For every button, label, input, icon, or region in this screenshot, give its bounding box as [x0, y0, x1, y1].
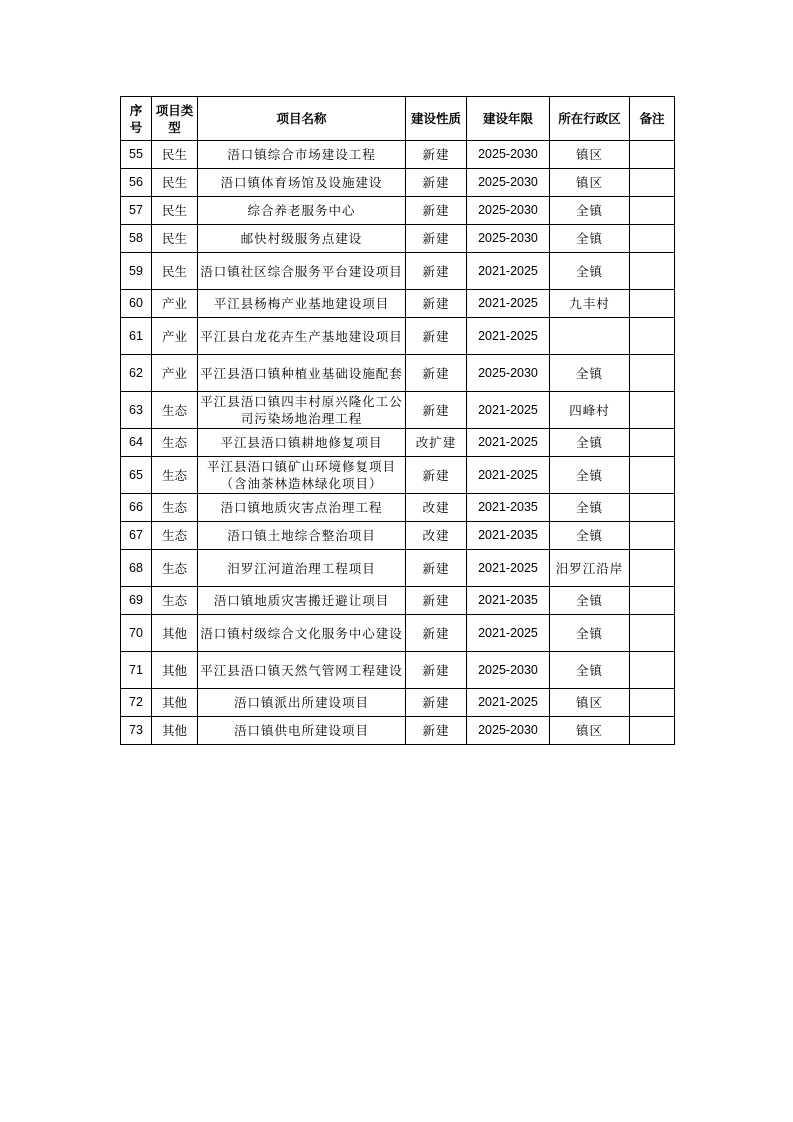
project-name-cell: 平江县浯口镇天然气管网工程建设	[198, 652, 406, 689]
remarks-cell	[630, 615, 675, 652]
admin-area-cell	[550, 318, 630, 355]
construction-years-cell: 2021-2025	[467, 253, 550, 290]
header-name: 项目名称	[198, 97, 406, 141]
project-type-cell: 民生	[152, 141, 198, 169]
construction-years-cell: 2021-2025	[467, 457, 550, 494]
header-row	[121, 97, 675, 141]
table-row	[121, 392, 675, 429]
admin-area-cell: 全镇	[550, 429, 630, 457]
remarks-cell	[630, 429, 675, 457]
construction-years-cell: 2025-2030	[467, 225, 550, 253]
table-row	[121, 253, 675, 290]
construction-nature-cell: 新建	[406, 587, 467, 615]
construction-years-cell: 2025-2030	[467, 717, 550, 745]
project-type-cell: 民生	[152, 169, 198, 197]
project-name-cell: 浯口镇供电所建设项目	[198, 717, 406, 745]
project-name-cell: 浯口镇土地综合整治项目	[198, 522, 406, 550]
admin-area-cell: 全镇	[550, 615, 630, 652]
project-table	[120, 96, 675, 745]
project-name-cell: 平江县浯口镇耕地修复项目	[198, 429, 406, 457]
admin-area-cell: 全镇	[550, 494, 630, 522]
row-number-cell: 66	[121, 494, 152, 522]
construction-years-cell: 2021-2025	[467, 689, 550, 717]
header-nature: 建设性质	[406, 97, 467, 141]
row-number-cell: 55	[121, 141, 152, 169]
project-type-cell: 生态	[152, 587, 198, 615]
table-row	[121, 318, 675, 355]
construction-nature-cell: 改扩建	[406, 429, 467, 457]
project-name-cell: 浯口镇综合市场建设工程	[198, 141, 406, 169]
construction-years-cell: 2021-2035	[467, 494, 550, 522]
header-note: 备注	[630, 97, 675, 141]
table-row	[121, 522, 675, 550]
admin-area-cell: 镇区	[550, 717, 630, 745]
row-number-cell: 67	[121, 522, 152, 550]
admin-area-cell: 镇区	[550, 141, 630, 169]
project-name-cell: 平江县白龙花卉生产基地建设项目	[198, 318, 406, 355]
project-name-cell: 平江县浯口镇四丰村原兴隆化工公司污染场地治理工程	[198, 392, 406, 429]
construction-years-cell: 2021-2035	[467, 522, 550, 550]
table-row	[121, 494, 675, 522]
project-type-cell: 生态	[152, 522, 198, 550]
table-row	[121, 290, 675, 318]
project-type-cell: 其他	[152, 615, 198, 652]
project-name-cell: 浯口镇派出所建设项目	[198, 689, 406, 717]
project-type-cell: 生态	[152, 457, 198, 494]
remarks-cell	[630, 689, 675, 717]
remarks-cell	[630, 141, 675, 169]
construction-nature-cell: 新建	[406, 253, 467, 290]
remarks-cell	[630, 225, 675, 253]
row-number-cell: 64	[121, 429, 152, 457]
row-number-cell: 60	[121, 290, 152, 318]
construction-years-cell: 2025-2030	[467, 652, 550, 689]
project-name-cell: 汨罗江河道治理工程项目	[198, 550, 406, 587]
table-body	[121, 141, 675, 745]
construction-nature-cell: 新建	[406, 717, 467, 745]
construction-nature-cell: 新建	[406, 550, 467, 587]
admin-area-cell: 全镇	[550, 522, 630, 550]
construction-years-cell: 2025-2030	[467, 169, 550, 197]
row-number-cell: 58	[121, 225, 152, 253]
row-number-cell: 62	[121, 355, 152, 392]
construction-years-cell: 2021-2025	[467, 290, 550, 318]
project-name-cell: 浯口镇地质灾害点治理工程	[198, 494, 406, 522]
remarks-cell	[630, 550, 675, 587]
table-row	[121, 652, 675, 689]
construction-nature-cell: 新建	[406, 615, 467, 652]
construction-years-cell: 2021-2025	[467, 615, 550, 652]
table-row	[121, 169, 675, 197]
construction-nature-cell: 新建	[406, 689, 467, 717]
table-header	[121, 97, 675, 141]
admin-area-cell: 全镇	[550, 587, 630, 615]
construction-nature-cell: 新建	[406, 392, 467, 429]
row-number-cell: 56	[121, 169, 152, 197]
project-type-cell: 产业	[152, 318, 198, 355]
row-number-cell: 65	[121, 457, 152, 494]
admin-area-cell: 全镇	[550, 225, 630, 253]
construction-nature-cell: 新建	[406, 457, 467, 494]
admin-area-cell: 全镇	[550, 652, 630, 689]
admin-area-cell: 全镇	[550, 253, 630, 290]
project-name-cell: 综合养老服务中心	[198, 197, 406, 225]
construction-years-cell: 2025-2030	[467, 197, 550, 225]
construction-years-cell: 2021-2025	[467, 429, 550, 457]
admin-area-cell: 全镇	[550, 457, 630, 494]
project-type-cell: 其他	[152, 652, 198, 689]
row-number-cell: 61	[121, 318, 152, 355]
construction-years-cell: 2021-2035	[467, 587, 550, 615]
row-number-cell: 68	[121, 550, 152, 587]
project-name-cell: 平江县杨梅产业基地建设项目	[198, 290, 406, 318]
construction-nature-cell: 新建	[406, 141, 467, 169]
remarks-cell	[630, 522, 675, 550]
admin-area-cell: 汨罗江沿岸	[550, 550, 630, 587]
admin-area-cell: 九丰村	[550, 290, 630, 318]
row-number-cell: 71	[121, 652, 152, 689]
project-type-cell: 生态	[152, 494, 198, 522]
project-type-cell: 生态	[152, 429, 198, 457]
row-number-cell: 72	[121, 689, 152, 717]
header-type: 项目类型	[152, 97, 198, 141]
construction-nature-cell: 新建	[406, 652, 467, 689]
remarks-cell	[630, 197, 675, 225]
header-years: 建设年限	[467, 97, 550, 141]
construction-years-cell: 2021-2025	[467, 318, 550, 355]
table-row	[121, 225, 675, 253]
remarks-cell	[630, 253, 675, 290]
project-type-cell: 产业	[152, 290, 198, 318]
project-type-cell: 民生	[152, 197, 198, 225]
row-number-cell: 63	[121, 392, 152, 429]
table-row	[121, 429, 675, 457]
construction-years-cell: 2021-2025	[467, 392, 550, 429]
admin-area-cell: 全镇	[550, 197, 630, 225]
row-number-cell: 69	[121, 587, 152, 615]
project-type-cell: 其他	[152, 717, 198, 745]
project-name-cell: 浯口镇地质灾害搬迁避让项目	[198, 587, 406, 615]
project-type-cell: 生态	[152, 550, 198, 587]
remarks-cell	[630, 494, 675, 522]
project-type-cell: 其他	[152, 689, 198, 717]
row-number-cell: 70	[121, 615, 152, 652]
row-number-cell: 73	[121, 717, 152, 745]
table-row	[121, 141, 675, 169]
header-no: 序号	[121, 97, 152, 141]
table-row	[121, 355, 675, 392]
project-type-cell: 民生	[152, 225, 198, 253]
project-name-cell: 邮快村级服务点建设	[198, 225, 406, 253]
remarks-cell	[630, 169, 675, 197]
remarks-cell	[630, 587, 675, 615]
table-row	[121, 197, 675, 225]
project-type-cell: 民生	[152, 253, 198, 290]
construction-nature-cell: 新建	[406, 355, 467, 392]
admin-area-cell: 镇区	[550, 169, 630, 197]
remarks-cell	[630, 290, 675, 318]
table-row	[121, 615, 675, 652]
construction-nature-cell: 新建	[406, 169, 467, 197]
remarks-cell	[630, 355, 675, 392]
construction-years-cell: 2021-2025	[467, 550, 550, 587]
admin-area-cell: 镇区	[550, 689, 630, 717]
project-type-cell: 产业	[152, 355, 198, 392]
construction-nature-cell: 新建	[406, 225, 467, 253]
admin-area-cell: 全镇	[550, 355, 630, 392]
construction-nature-cell: 新建	[406, 290, 467, 318]
remarks-cell	[630, 392, 675, 429]
remarks-cell	[630, 717, 675, 745]
construction-nature-cell: 新建	[406, 197, 467, 225]
construction-years-cell: 2025-2030	[467, 355, 550, 392]
admin-area-cell: 四峰村	[550, 392, 630, 429]
table-row	[121, 587, 675, 615]
project-type-cell: 生态	[152, 392, 198, 429]
table-row	[121, 457, 675, 494]
project-name-cell: 平江县浯口镇矿山环境修复项目（含油茶林造林绿化项目）	[198, 457, 406, 494]
table-row	[121, 689, 675, 717]
remarks-cell	[630, 318, 675, 355]
header-location: 所在行政区	[550, 97, 630, 141]
table-row	[121, 550, 675, 587]
construction-nature-cell: 改建	[406, 494, 467, 522]
project-name-cell: 平江县浯口镇种植业基础设施配套	[198, 355, 406, 392]
remarks-cell	[630, 652, 675, 689]
row-number-cell: 57	[121, 197, 152, 225]
construction-nature-cell: 新建	[406, 318, 467, 355]
construction-nature-cell: 改建	[406, 522, 467, 550]
construction-years-cell: 2025-2030	[467, 141, 550, 169]
table-row	[121, 717, 675, 745]
row-number-cell: 59	[121, 253, 152, 290]
project-name-cell: 浯口镇村级综合文化服务中心建设	[198, 615, 406, 652]
project-name-cell: 浯口镇社区综合服务平台建设项目	[198, 253, 406, 290]
remarks-cell	[630, 457, 675, 494]
project-name-cell: 浯口镇体育场馆及设施建设	[198, 169, 406, 197]
